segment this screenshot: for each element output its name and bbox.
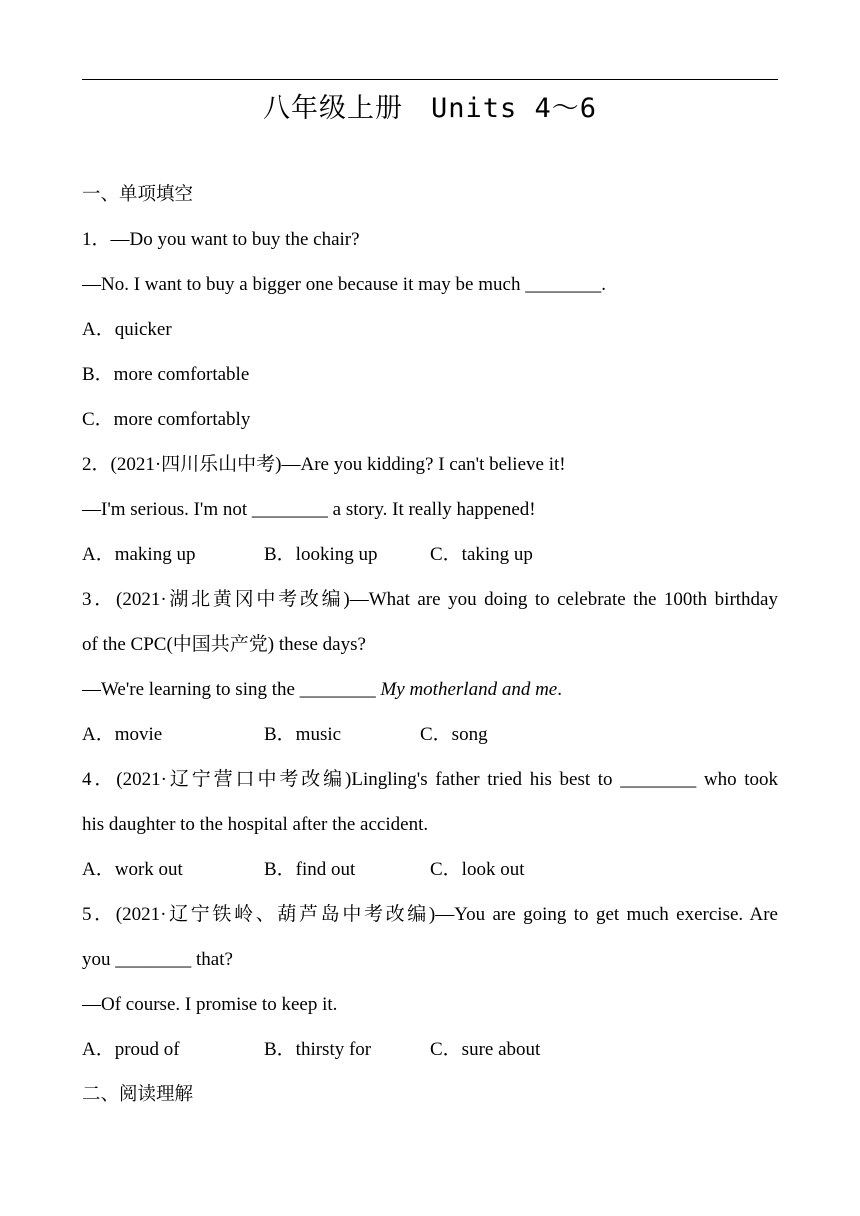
q3-option-b: B．music — [264, 724, 342, 745]
q5-options — [82, 1027, 778, 1072]
q3-reply — [82, 667, 778, 712]
q3-reply-text: —We're learning to sing the ________ — [82, 679, 381, 700]
q4-stem-line1: 4．(2021·辽宁营口中考改编)Lingling's father tried his best to ________ who took — [82, 769, 778, 790]
q1-reply: —No. I want to buy a bigger one because it may be much ________. — [82, 274, 606, 295]
q5-stem-line2: you ________ that? — [82, 949, 233, 970]
q2-option-b: B．looking up — [264, 544, 378, 565]
q1-stem: 1．—Do you want to buy the chair? — [82, 229, 360, 250]
page-title — [0, 86, 860, 125]
q5-reply: —Of course. I promise to keep it. — [82, 994, 338, 1015]
q4-option-b: B．find out — [264, 859, 356, 880]
section-heading-reading: 二、阅读理解 — [82, 1084, 194, 1105]
q5-option-c: C．sure about — [430, 1039, 541, 1060]
q3-options — [82, 712, 778, 757]
q2-option-c: C．taking up — [430, 544, 533, 565]
q4-option-c: C．look out — [430, 859, 525, 880]
q5-option-b: B．thirsty for — [264, 1039, 372, 1060]
q4-stem-line2: his daughter to the hospital after the accident. — [82, 814, 429, 835]
q4-options — [82, 847, 778, 892]
header-rule — [82, 79, 778, 80]
q2-stem: 2．(2021·四川乐山中考)—Are you kidding? I can't believe it! — [82, 454, 566, 475]
q3-reply-end: . — [557, 679, 562, 700]
worksheet-body — [82, 172, 778, 1117]
q1-option-b: B．more comfortable — [82, 364, 250, 385]
q5-option-a: A．proud of — [82, 1039, 180, 1060]
q1-option-c: C．more comfortably — [82, 409, 251, 430]
section-heading-single-choice: 一、单项填空 — [82, 184, 194, 205]
q3-stem-line1: 3．(2021·湖北黄冈中考改编)—What are you doing to celebrate the 100th birthday — [82, 589, 778, 610]
q2-options — [82, 532, 778, 577]
title-grade: 八年级上册 — [262, 93, 403, 124]
q2-reply: —I'm serious. I'm not ________ a story. It really happened! — [82, 499, 536, 520]
q3-option-c: C．song — [420, 724, 488, 745]
q1-option-a: A．quicker — [82, 319, 172, 340]
q3-option-a: A．movie — [82, 724, 163, 745]
title-units: Units 4～6 — [430, 93, 598, 124]
q2-option-a: A．making up — [82, 544, 196, 565]
q3-song-title: My motherland and me — [380, 679, 558, 700]
q3-stem-line2: of the CPC(中国共产党) these days? — [82, 634, 366, 655]
q4-option-a: A．work out — [82, 859, 183, 880]
q5-stem-line1: 5．(2021·辽宁铁岭、葫芦岛中考改编)—You are going to get much exercise. Are — [82, 904, 778, 925]
